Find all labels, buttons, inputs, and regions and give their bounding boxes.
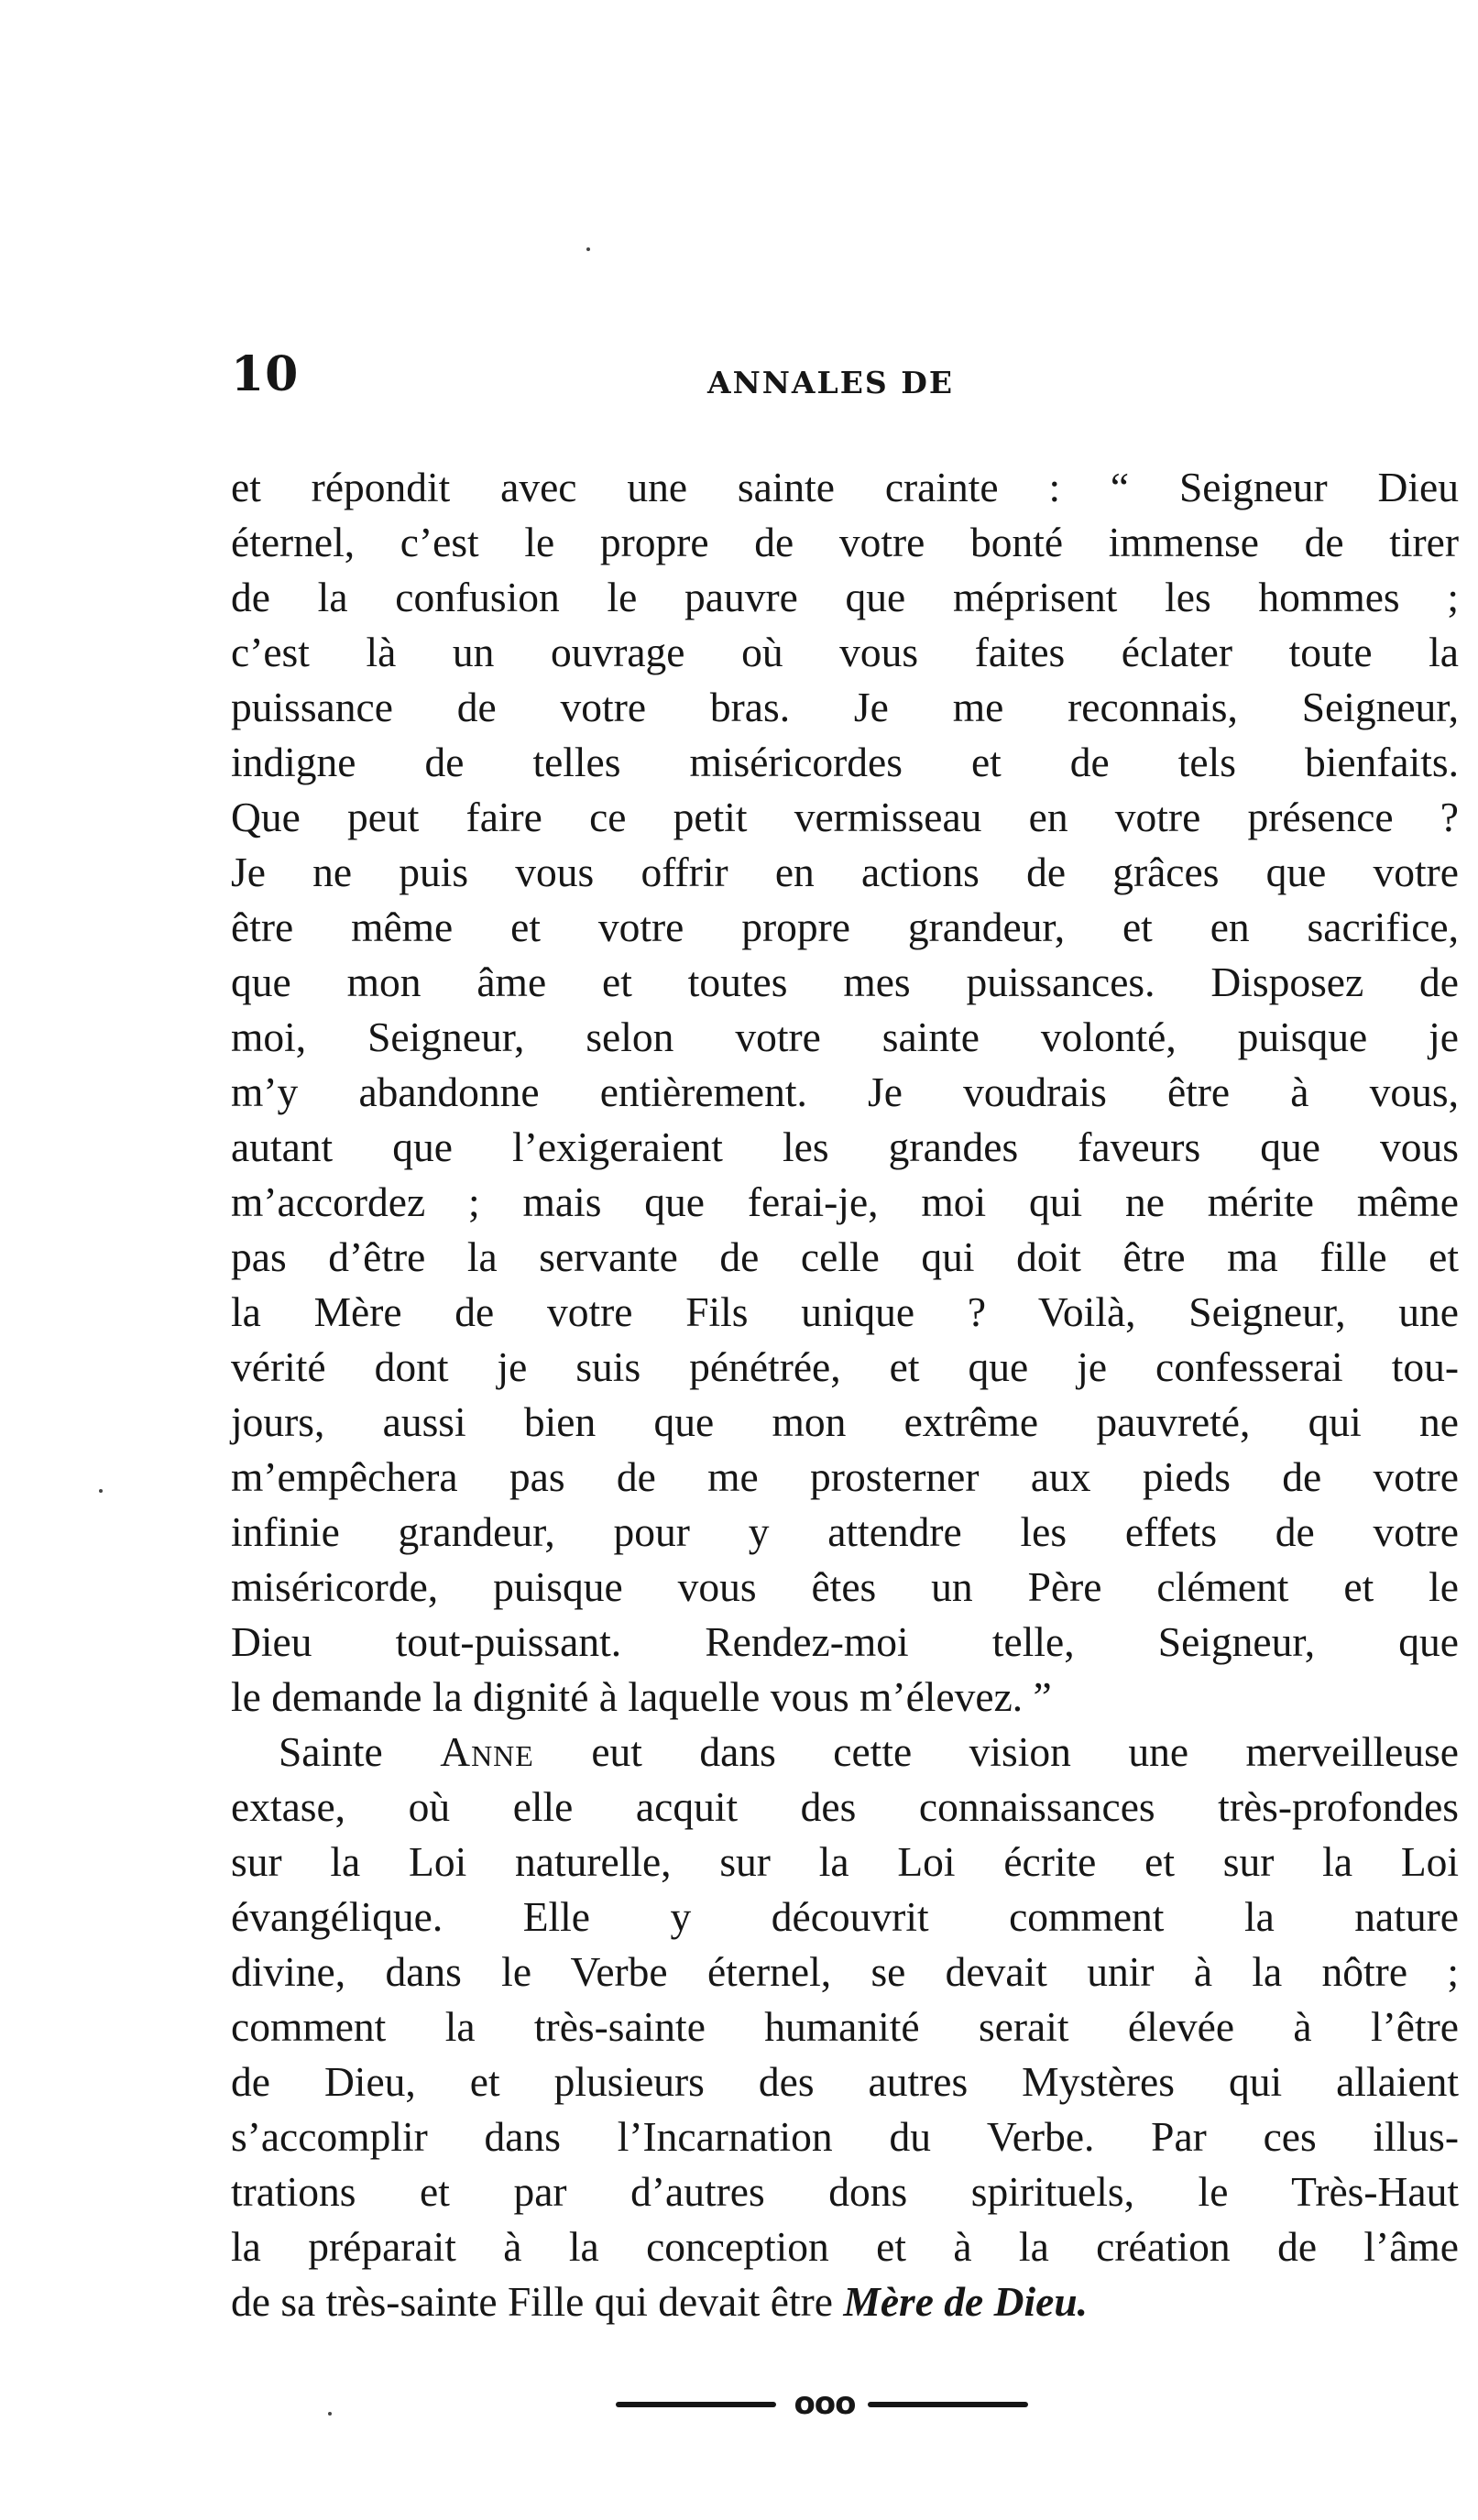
- text-line: miséricorde, puisque vous êtes un Père clément et le: [231, 1563, 1459, 1610]
- text-line: être même et votre propre grandeur, et en sacrifice,: [231, 904, 1459, 950]
- paragraph-end-line: [231, 2274, 1459, 2329]
- text-line: divine, dans le Verbe éternel, se devait unir à la nôtre ;: [231, 1948, 1459, 1995]
- text-line: Je ne puis vous offrir en actions de grâces que votre: [231, 849, 1459, 895]
- text-line: évangélique. Elle y découvrit comment la nature: [231, 1893, 1459, 1940]
- text-line: Que peut faire ce petit vermisseau en votre présence ?: [231, 794, 1459, 840]
- ornament-mark: ooo: [794, 2385, 856, 2422]
- text-line: m’y abandonne entièrement. Je voudrais être à vous,: [231, 1068, 1459, 1115]
- text-line: pas d’être la servante de celle qui doit être ma fille et: [231, 1233, 1459, 1280]
- running-head: ANNALES DE: [707, 365, 954, 400]
- print-speck: [586, 247, 590, 251]
- text-line: et répondit avec une sainte crainte : “ Seigneur Dieu: [231, 464, 1459, 510]
- text-fragment: de sa très-sainte Fille qui devait être: [231, 2278, 844, 2325]
- text-line: autant que l’exigeraient les grandes faveurs que vous: [231, 1123, 1459, 1170]
- text-line: vérité dont je suis pénétrée, et que je confesserai tou-: [231, 1343, 1459, 1390]
- text-fragment: eut dans cette vision une merveilleuse: [533, 1728, 1459, 1775]
- text-line: infinie grandeur, pour y attendre les effets de votre: [231, 1508, 1459, 1555]
- text-line: de la confusion le pauvre que méprisent les hommes ;: [231, 574, 1459, 620]
- text-line: que mon âme et toutes mes puissances. Disposez de: [231, 959, 1459, 1005]
- text-line: sur la Loi naturelle, sur la Loi écrite et sur la Loi: [231, 1838, 1459, 1885]
- text-line: Dieu tout-puissant. Rendez-moi telle, Seigneur, que: [231, 1618, 1459, 1665]
- text-line: s’accomplir dans l’Incarnation du Verbe. Par ces illus-: [231, 2113, 1459, 2160]
- text-line: c’est là un ouvrage où vous faites éclater toute la: [231, 629, 1459, 675]
- page-header: [231, 346, 1459, 411]
- small-caps-name: Anne: [440, 1728, 534, 1775]
- page-number: 10: [231, 346, 300, 402]
- text-line: de Dieu, et plusieurs des autres Mystères qui allaient: [231, 2058, 1459, 2105]
- text-line: la Mère de votre Fils unique ? Voilà, Seigneur, une: [231, 1288, 1459, 1335]
- text-line: éternel, c’est le propre de votre bonté immense de tirer: [231, 519, 1459, 565]
- text-line: comment la très-sainte humanité serait élevée à l’être: [231, 2003, 1459, 2050]
- text-line: extase, où elle acquit des connaissances très-profondes: [231, 1783, 1459, 1830]
- section-ornament: [616, 2385, 1056, 2422]
- text-line: la préparait à la conception et à la création de l’âme: [231, 2223, 1459, 2270]
- emphasized-title: Mère de Dieu.: [843, 2278, 1088, 2325]
- text-line: indigne de telles miséricordes et de tels bienfaits.: [231, 739, 1459, 785]
- text-line: jours, aussi bien que mon extrême pauvreté, qui ne: [231, 1398, 1459, 1445]
- text-fragment: Sainte: [279, 1728, 441, 1775]
- print-speck: [328, 2412, 332, 2416]
- text-line: moi, Seigneur, selon votre sainte volonté, puisque je: [231, 1013, 1459, 1060]
- paragraph-start-line: [231, 1725, 1459, 1780]
- text-line: trations et par d’autres dons spirituels, le Très-Haut: [231, 2168, 1459, 2215]
- text-line: puissance de votre bras. Je me reconnais, Seigneur,: [231, 684, 1459, 730]
- text-line: le demande la dignité à laquelle vous m’élevez. ”: [231, 1673, 1052, 1720]
- ornament-rule-right: [868, 2402, 1028, 2407]
- ornament-rule-left: [616, 2402, 776, 2407]
- print-speck: [99, 1489, 103, 1493]
- body-text: [231, 460, 1459, 2329]
- text-line: m’empêchera pas de me prosterner aux pieds de votre: [231, 1453, 1459, 1500]
- text-line: m’accordez ; mais que ferai-je, moi qui ne mérite même: [231, 1178, 1459, 1225]
